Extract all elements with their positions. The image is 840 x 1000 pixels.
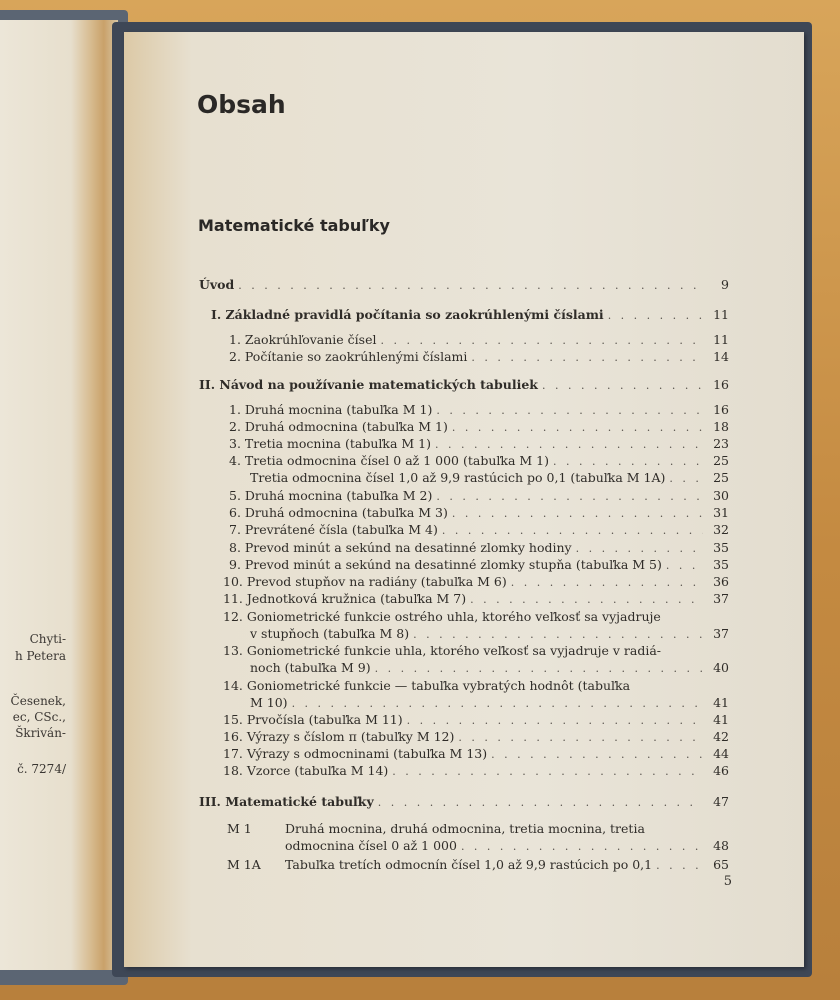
toc-entry: 10. Prevod stupňov na radiány (tabuľka M 6) . . . 36 xyxy=(223,573,729,591)
page-number: 5 xyxy=(723,874,732,889)
toc-entry: noch (tabuľka M 9) . . . 40 xyxy=(250,659,729,677)
toc-entry: 13. Goniometrické funkcie uhla, ktorého veľkosť sa vyjadruje v radiá- xyxy=(223,643,662,658)
table-code: M 1 xyxy=(227,821,252,836)
left-page-text: h Petera xyxy=(15,649,66,663)
section-title: Matematické tabuľky xyxy=(198,216,390,235)
toc-entry: 2. Druhá odmocnina (tabuľka M 1) . . . 18 xyxy=(229,418,729,436)
toc-entry: 14. Goniometrické funkcie — tabuľka vybratých hodnôt (tabuľka xyxy=(223,678,631,693)
left-page-text: ec, CSc., xyxy=(12,710,66,724)
toc-entry: M 10) . . . 41 xyxy=(250,694,729,712)
toc-entry: 12. Goniometrické funkcie ostrého uhla, ktorého veľkosť sa vyjadruje xyxy=(223,609,661,624)
left-page-text: Chyti- xyxy=(29,632,66,646)
toc-entry: 5. Druhá mocnina (tabuľka M 2) . . . 30 xyxy=(229,487,729,505)
toc-entry: 1. Druhá mocnina (tabuľka M 1) . . . 16 xyxy=(229,401,729,419)
toc-entry-chapter-3: III. Matematické tabuľky . . . 47 xyxy=(199,793,729,811)
contents-page xyxy=(124,32,804,967)
toc-entry: odmocnina čísel 0 až 1 000 . . . 48 xyxy=(285,837,729,855)
left-page-text: Česenek, xyxy=(10,694,66,708)
left-page-text: č. 7274/ xyxy=(17,762,66,776)
toc-entry: 7. Prevrátené čísla (tabuľka M 4) . . . 32 xyxy=(229,521,729,539)
toc-entry: Druhá mocnina, druhá odmocnina, tretia mocnina, tretia xyxy=(285,821,645,836)
toc-entry: 3. Tretia mocnina (tabuľka M 1) . . . 23 xyxy=(229,435,729,453)
toc-entry: 8. Prevod minút a sekúnd na desatinné zlomky hodiny . . . 35 xyxy=(229,539,729,557)
toc-entry-chapter-2: II. Návod na používanie matematických tabuliek . . . 16 xyxy=(199,376,729,394)
toc-entry: 9. Prevod minút a sekúnd na desatinné zlomky stupňa (tabuľka M 5) . . . 35 xyxy=(229,556,729,574)
toc-entry: v stupňoch (tabuľka M 8) . . . 37 xyxy=(250,625,729,643)
toc-entry: 17. Výrazy s odmocninami (tabuľka M 13) . . . 44 xyxy=(223,745,729,763)
toc-entry: 2. Počítanie so zaokrúhlenými číslami . . . 14 xyxy=(229,348,729,366)
left-page-text: Škriván- xyxy=(15,726,66,740)
toc-entry: Tretia odmocnina čísel 1,0 až 9,9 rastúcich po 0,1 (tabuľka M 1A) . . . 25 xyxy=(250,469,729,487)
toc-entry: 6. Druhá odmocnina (tabuľka M 3) . . . 31 xyxy=(229,504,729,522)
toc-entry: 1. Zaokrúhľovanie čísel . . . 11 xyxy=(229,331,729,349)
table-code: M 1A xyxy=(227,857,261,872)
toc-entry: 11. Jednotková kružnica (tabuľka M 7) . . . 37 xyxy=(223,590,729,608)
toc-entry: 15. Prvočísla (tabuľka M 11) . . . 41 xyxy=(223,711,729,729)
left-page xyxy=(0,20,118,970)
toc-entry: 18. Vzorce (tabuľka M 14) . . . 46 xyxy=(223,762,729,780)
toc-entry: 16. Výrazy s číslom π (tabuľky M 12) . . . 42 xyxy=(223,728,729,746)
toc-entry-uvod: Úvod . . . 9 xyxy=(199,276,729,294)
toc-entry: 4. Tretia odmocnina čísel 0 až 1 000 (tabuľka M 1) . . . 25 xyxy=(229,452,729,470)
toc-entry-chapter-1: I. Základné pravidlá počítania so zaokrúhlenými číslami . . . 11 xyxy=(211,306,729,324)
toc-entry: Tabuľka tretích odmocnín čísel 1,0 až 9,9 rastúcich po 0,1 . . . 65 xyxy=(285,856,729,874)
page-title: Obsah xyxy=(197,90,286,119)
